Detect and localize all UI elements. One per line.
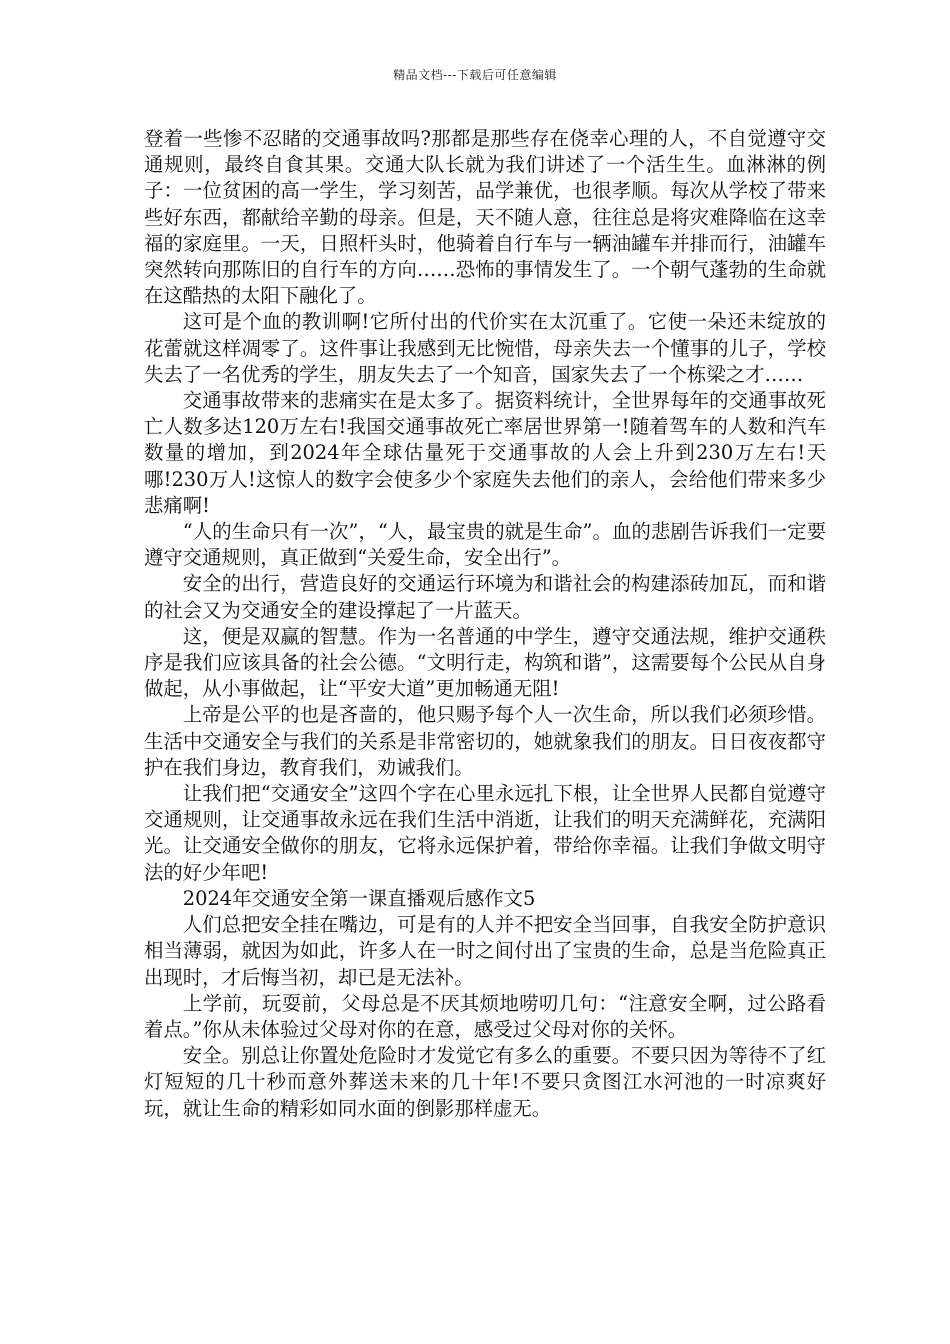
document-body xyxy=(144,126,826,1122)
paragraph: 上学前，玩耍前，父母总是不厌其烦地唠叨几句：“注意安全啊，过公路看着点。”你从未体验过父母对你的在意，感受过父母对你的关怀。 xyxy=(144,991,826,1041)
paragraph: 这，便是双赢的智慧。作为一名普通的中学生，遵守交通法规，维护交通秩序是我们应该具备的社会公德。“文明行走，构筑和谐”，这需要每个公民从自身做起，从小事做起，让“平安大道”更加畅通无阻! xyxy=(144,624,826,701)
paragraph: 人们总把安全挂在嘴边，可是有的人并不把安全当回事，自我安全防护意识相当薄弱，就因为如此，许多人在一时之间付出了宝贵的生命，总是当危险真正出现时，才后悔当初，却已是无法补。 xyxy=(144,913,826,989)
paragraph: 登着一些惨不忍睹的交通事故吗?那都是那些存在侥幸心理的人，不自觉遵守交通规则，最终自食其果。交通大队长就为我们讲述了一个活生生。血淋淋的例子：一位贫困的高一学生，学习刻苦，品学兼优，也很孝顺。每次从学校了带来些好东西，都献给辛勤的母亲。但是，天不随人意，往往总是将灾难降临在这幸福的家庭里。一天，日照杆头时，他骑着自行车与一辆油罐车并排而行，油罐车突然转向那陈旧的自行车的方向……恐怖的事情发生了。一个朝气蓬勃的生命就在这酷热的太阳下融化了。 xyxy=(144,127,826,308)
paragraph: 安全的出行，营造良好的交通运行环境为和谐社会的构建添砖加瓦，而和谐的社会又为交通安全的建设撑起了一片蓝天。 xyxy=(144,572,826,622)
section-title: 2024年交通安全第一课直播观后感作文5 xyxy=(182,886,536,910)
page-header: 精品文档---下载后可任意编辑 xyxy=(393,68,557,82)
paragraph: 让我们把“交通安全”这四个字在心里永远扎下根，让全世界人民都自觉遵守交通规则，让交通事故永远在我们生活中消逝，让我们的明天充满鲜花，充满阳光。让交通安全做你的朋友，它将永远保护着，带给你幸福。让我们争做文明守法的好少年吧! xyxy=(144,782,826,884)
paragraph: 这可是个血的教训啊!它所付出的代价实在太沉重了。它使一朵还未绽放的花蕾就这样凋零了。这件事让我感到无比惋惜，母亲失去一个懂事的儿子，学校失去了一名优秀的学生，朋友失去了一个知音，国家失去了一个栋梁之才…… xyxy=(144,310,826,386)
paragraph: “人的生命只有一次”，“人，最宝贵的就是生命”。血的悲剧告诉我们一定要遵守交通规则，真正做到“关爱生命，安全出行”。 xyxy=(144,520,826,570)
paragraph: 上帝是公平的也是吝啬的，他只赐予每个人一次生命，所以我们必须珍惜。生活中交通安全与我们的关系是非常密切的，她就象我们的朋友。日日夜夜都守护在我们身边，教育我们，劝诫我们。 xyxy=(144,703,826,779)
paragraph: 安全。别总让你置处危险时才发觉它有多么的重要。不要只因为等待不了红灯短短的几十秒而意外葬送未来的几十年!不要只贪图江水河池的一时凉爽好玩，就让生命的精彩如同水面的倒影那样虚无。 xyxy=(144,1044,826,1120)
paragraph: 交通事故带来的悲痛实在是太多了。据资料统计，全世界每年的交通事故死亡人数多达120万左右!我国交通事故死亡率居世界第一!随着驾车的人数和汽车数量的增加，到2024年全球估量死于交通事故的人会上升到230万左右!天哪!230万人!这惊人的数字会使多少个家庭失去他们的亲人，会给他们带来多少悲痛啊! xyxy=(144,389,826,517)
